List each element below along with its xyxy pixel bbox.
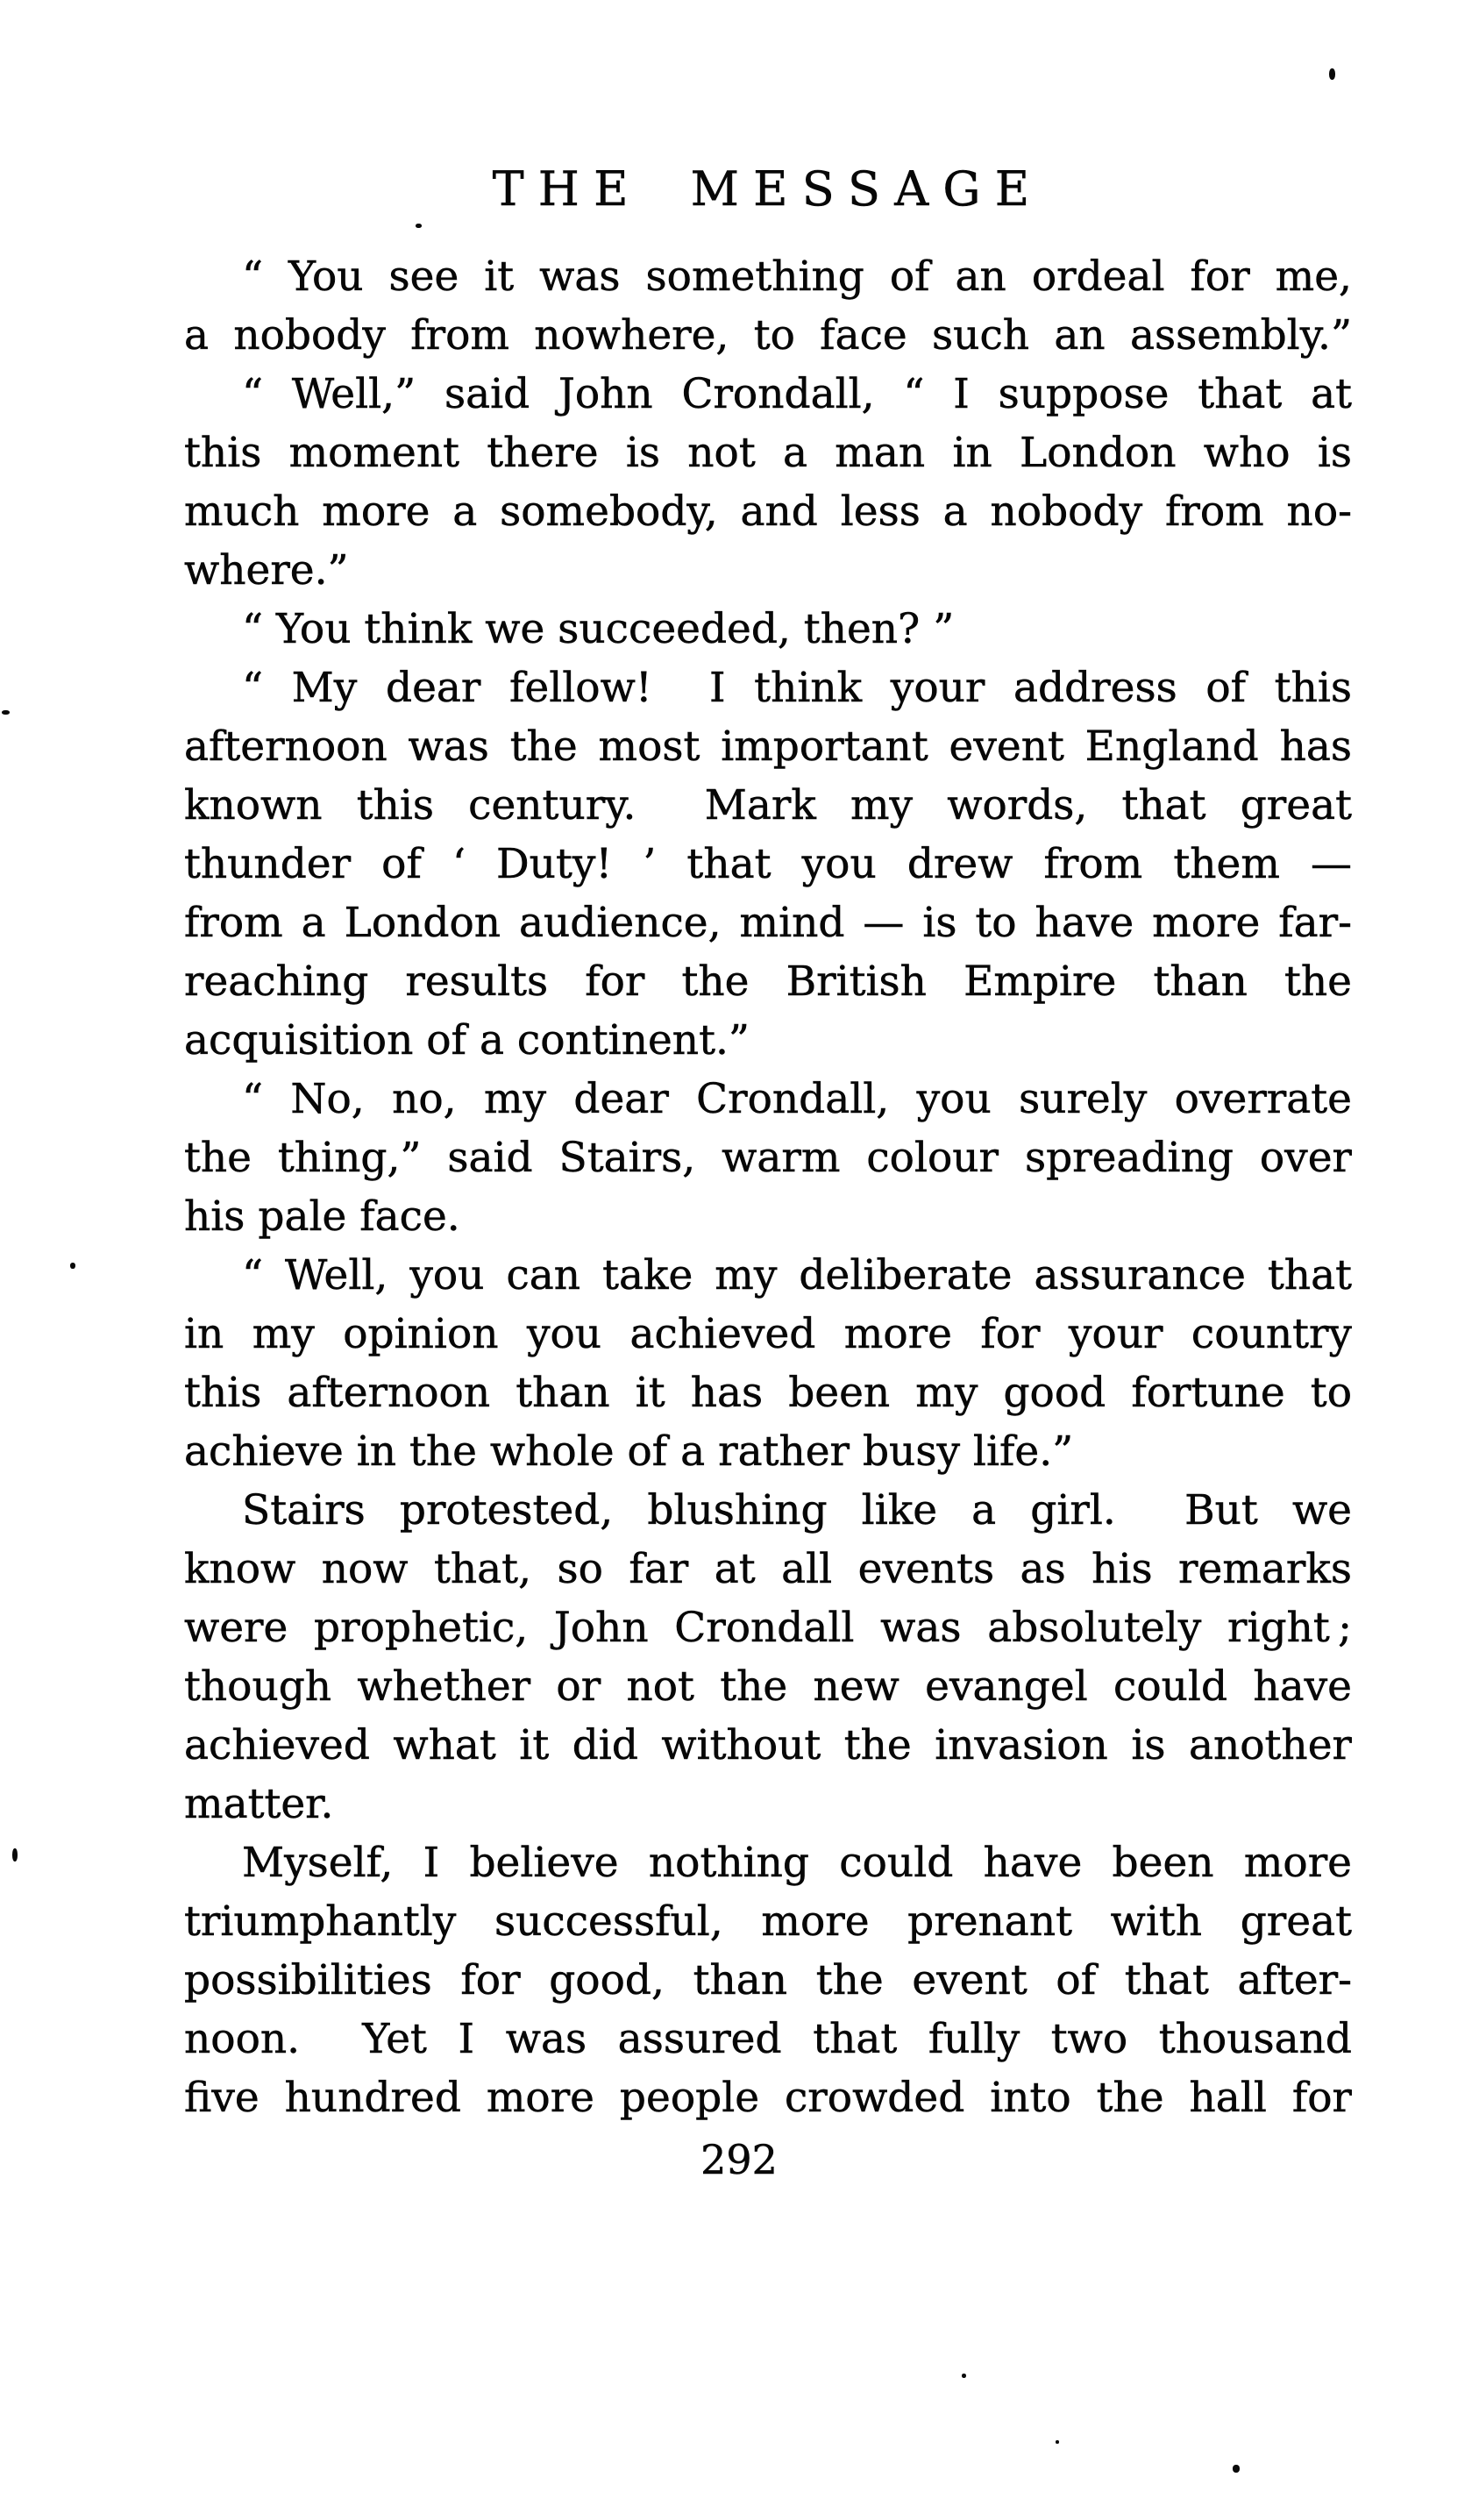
text-line: achieve in the whole of a rather busy life.” (184, 1427, 1074, 1476)
scan-speck (70, 1263, 75, 1269)
scan-speck (962, 2374, 966, 2378)
text-line: five hundred more people crowded into the hall for (184, 2074, 1352, 2122)
text-line: “ No, no, my dear Crondall, you surely overrate (242, 1075, 1352, 1123)
text-line: Stairs protested, blushing like a girl. But we (242, 1486, 1352, 1534)
text-line: much more a somebody, and less a nobody from no- (184, 488, 1352, 536)
scan-speck (416, 224, 422, 228)
text-line: this afternoon than it has been my good fortune to (184, 1369, 1352, 1417)
scan-speck (1233, 2465, 1240, 2473)
text-line: this moment there is not a man in London who is (184, 429, 1352, 477)
text-line: know now that, so far at all events as his remarks (184, 1545, 1352, 1593)
text-line: known this century. Mark my words, that great (184, 781, 1352, 829)
text-line: “ My dear fellow! I think your address of this (242, 664, 1352, 712)
text-line: a nobody from nowhere, to face such an assembly.” (184, 311, 1352, 359)
text-line: Myself, I believe nothing could have been more (242, 1839, 1352, 1887)
text-line: “ You see it was something of an ordeal for me, (242, 253, 1352, 301)
scan-speck (2, 710, 10, 715)
text-line: acquisition of a continent.” (184, 1016, 750, 1064)
text-line: afternoon was the most important event England has (184, 723, 1352, 771)
text-line: achieved what it did without the invasion is another (184, 1721, 1352, 1769)
page-title: THE MESSAGE (492, 161, 1044, 217)
text-line: matter. (184, 1780, 334, 1828)
text-line: noon. Yet I was assured that fully two thousand (184, 2015, 1352, 2063)
text-line: “ You think we succeeded, then? ” (242, 605, 955, 653)
text-line: reaching results for the British Empire than the (184, 957, 1352, 1006)
text-line: triumphantly successful, more prenant with great (184, 1897, 1352, 1946)
text-line: the thing,” said Stairs, warm colour spreading over (184, 1134, 1352, 1182)
text-line: his pale face. (184, 1192, 460, 1241)
text-line: possibilities for good, than the event of that after- (184, 1956, 1352, 2004)
text-line: though whether or not the new evangel could have (184, 1662, 1352, 1711)
text-line: where.” (184, 546, 349, 594)
text-line: from a London audience, mind — is to have more far- (184, 899, 1352, 947)
scan-speck (1329, 68, 1335, 80)
text-line: in my opinion you achieved more for your country (184, 1310, 1352, 1358)
page-body (184, 247, 1352, 2127)
page-number: 292 (700, 2136, 778, 2183)
scan-speck (1056, 2440, 1059, 2444)
text-line: “ Well, you can take my deliberate assurance that (242, 1251, 1352, 1299)
text-line: were prophetic, John Crondall was absolutely right ; (184, 1604, 1352, 1652)
scan-speck (12, 1848, 18, 1862)
text-line: “ Well,” said John Crondall, “ I suppose that at (242, 370, 1352, 418)
text-line: thunder of ‘ Duty! ’ that you drew from them — (184, 840, 1352, 888)
